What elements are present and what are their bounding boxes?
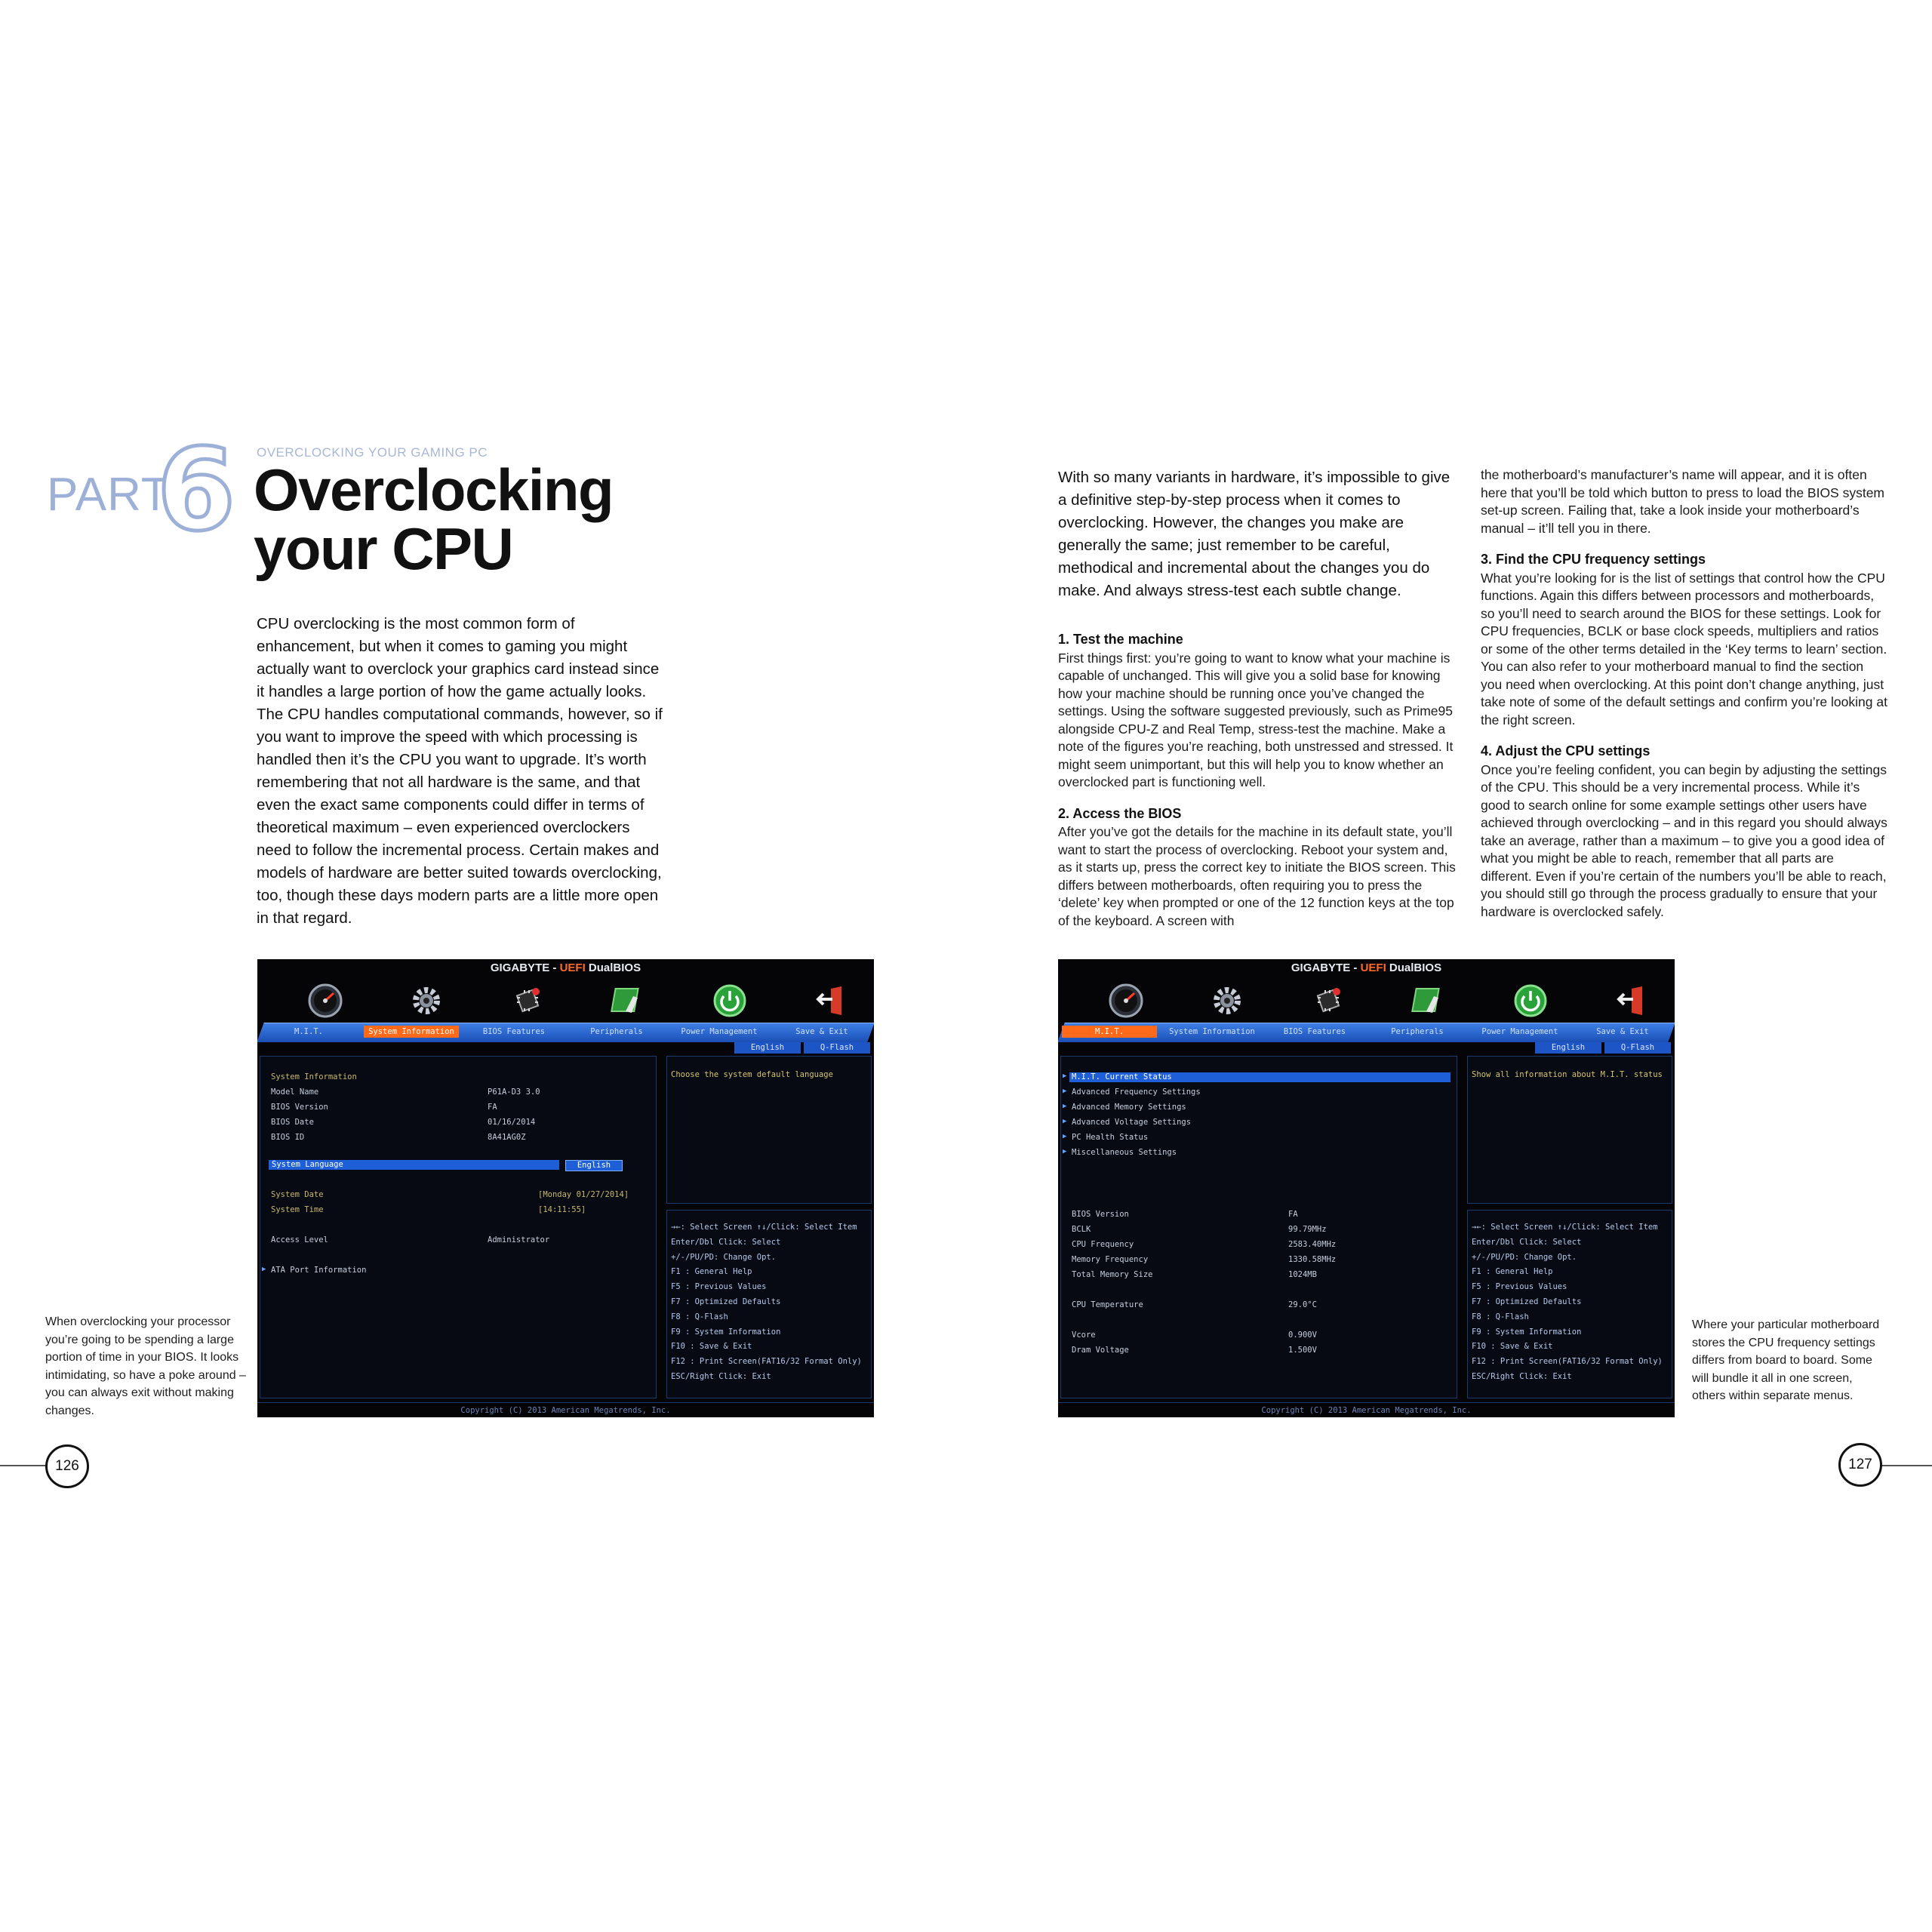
bios-chip-icon[interactable] — [1308, 980, 1349, 1021]
bios-menu-item[interactable]: M.I.T. Current Status — [1069, 1072, 1451, 1082]
bios-language-button[interactable]: English — [734, 1042, 801, 1054]
bios-brand: GIGABYTE - — [490, 961, 560, 974]
bios-info-value: 8A41AG0Z — [488, 1133, 526, 1142]
bios-key-help-line: F12 : Print Screen(FAT16/32 Format Only) — [1472, 1357, 1663, 1367]
page-title-line1: Overclocking — [254, 457, 614, 523]
bios-stat-value: 1330.58MHz — [1288, 1255, 1337, 1264]
bios-usb-plug-icon[interactable] — [608, 980, 649, 1021]
bios-system-language-row[interactable]: System Language — [269, 1160, 559, 1170]
bios-key-help-line: →←: Select Screen ↑↓/Click: Select Item — [1472, 1223, 1658, 1232]
caption-left: When overclocking your processor you’re going to be spending a large portion of time in your BIOS. It looks intimidating, so have a poke around – you can always exit without making changes. — [45, 1315, 246, 1417]
bios-qflash-button[interactable]: Q-Flash — [804, 1042, 870, 1054]
step-heading: 4. Adjust the CPU settings — [1481, 743, 1651, 758]
bios-submenu-arrow-icon: ▶ — [262, 1266, 266, 1273]
bios-submenu-arrow-icon: ▶ — [1063, 1103, 1067, 1110]
bios-access-label: Access Level — [271, 1235, 328, 1244]
bios-submenu-arrow-icon: ▶ — [1063, 1133, 1067, 1140]
bios-info-label: BIOS ID — [271, 1133, 305, 1142]
bios-key-help-line: F1 : General Help — [671, 1267, 752, 1277]
bios-gear-icon[interactable] — [1207, 980, 1247, 1021]
bios-stat-value: 1024MB — [1288, 1270, 1317, 1279]
step-heading: 3. Find the CPU frequency settings — [1481, 552, 1706, 567]
bios-qflash-button[interactable]: Q-Flash — [1604, 1042, 1671, 1054]
bios-section-title: System Information — [271, 1072, 357, 1081]
bios-key-help-line: Enter/Dbl Click: Select — [1472, 1237, 1582, 1247]
bios-menu-item[interactable]: Advanced Voltage Settings — [1072, 1118, 1192, 1127]
bios-language-value[interactable]: English — [565, 1160, 623, 1171]
lead-paragraph: With so many variants in hardware, it’s impossible to give a definitive step-by-step process when it comes to overclocking. However, the changes you make are generally the same; just remember to be careful, methodical and incremental about the changes you do make. And always stress-test each subtle change. — [1058, 469, 1451, 599]
bios-key-help-line: F5 : Previous Values — [671, 1282, 767, 1292]
bios-exit-door-icon[interactable] — [1611, 980, 1652, 1021]
bios-time-value[interactable]: [14:11:55] — [538, 1205, 586, 1214]
bios-key-help-line: F5 : Previous Values — [1472, 1282, 1567, 1292]
bios-key-help-line: F9 : System Information — [1472, 1327, 1582, 1337]
bios-info-label: Model Name — [271, 1088, 319, 1097]
bios-tab-bar — [257, 1026, 874, 1038]
bios-exit-door-icon[interactable] — [811, 980, 851, 1021]
bios-uefi: UEFI — [559, 961, 586, 974]
step-heading: 1. Test the machine — [1058, 632, 1183, 647]
bios-submenu-arrow-icon: ▶ — [1063, 1118, 1067, 1125]
bios-info-label: BIOS Date — [271, 1118, 314, 1127]
bios-info-label: BIOS Version — [271, 1103, 328, 1112]
bios-tab-bios-features[interactable]: BIOS Features — [1283, 1027, 1346, 1036]
bios-tab-m-i-t-[interactable]: M.I.T. — [294, 1027, 323, 1036]
bios-key-help-line: +/-/PU/PD: Change Opt. — [671, 1252, 777, 1262]
page-number-left: 126 — [45, 1444, 89, 1488]
bios-stat-label: BIOS Version — [1072, 1210, 1129, 1219]
bios-power-icon[interactable] — [709, 980, 750, 1021]
bios-tab-m-i-t-[interactable]: M.I.T. — [1062, 1026, 1157, 1038]
bios-gear-icon[interactable] — [406, 980, 447, 1021]
bios-tab-bios-features[interactable]: BIOS Features — [482, 1027, 546, 1036]
bios-stat-label: Vcore — [1072, 1331, 1096, 1340]
step-heading: 2. Access the BIOS — [1058, 805, 1182, 821]
bios-key-help-line: ESC/Right Click: Exit — [1472, 1372, 1572, 1381]
bios-speedometer-icon[interactable] — [305, 980, 346, 1021]
bios-brand: GIGABYTE - — [1291, 961, 1361, 974]
bios-stat-label: Total Memory Size — [1072, 1270, 1153, 1279]
bios-icon-row — [1058, 979, 1675, 1024]
bios-icon-row — [257, 979, 874, 1024]
bios-key-help-line: F8 : Q-Flash — [671, 1312, 728, 1321]
section-kicker: OVERCLOCKING YOUR GAMING PC — [257, 445, 488, 460]
bios-menu-item[interactable]: Advanced Frequency Settings — [1072, 1088, 1201, 1097]
bios-stat-label: Dram Voltage — [1072, 1346, 1129, 1355]
bios-tab-save-exit[interactable]: Save & Exit — [795, 1027, 848, 1036]
bios-submenu-arrow-icon: ▶ — [1063, 1072, 1067, 1080]
caption-right: Where your particular motherboard stores the CPU frequency settings differs from board to board. Some will bundle it all in one screen, others within separate menus. — [1692, 1318, 1880, 1402]
page-title — [254, 457, 646, 582]
intro-paragraph: CPU overclocking is the most common form of enhancement, but when it comes to gaming you might actually want to overclock your graphics card instead since it handles a large portion of how the game actually looks. The CPU handles computational commands, however, so if you want to improve the speed with which processing is handled then it’s the CPU you want to upgrade. It’s worth remembering that not all hardware is the same, and that even the exact same components could differ in terms of theoretical maximum – even experienced overclockers need to follow the incremental process. Certain makes and models of hardware are better suited towards overclocking, too, though these days modern parts are a little more open in that regard. — [257, 615, 663, 927]
bios-screenshot-mit — [1058, 959, 1675, 1417]
bios-menu-item[interactable]: Advanced Memory Settings — [1072, 1103, 1186, 1112]
bios-key-help-line: F12 : Print Screen(FAT16/32 Format Only) — [671, 1357, 862, 1367]
bios-ata-port-link[interactable]: ATA Port Information — [271, 1266, 367, 1275]
bios-info-value: FA — [488, 1103, 497, 1112]
bios-menu-item[interactable]: PC Health Status — [1072, 1133, 1149, 1142]
page-number-right: 127 — [1838, 1443, 1882, 1487]
bios-dualbios: DualBIOS — [1386, 961, 1442, 974]
bios-stat-value: 1.500V — [1288, 1346, 1317, 1355]
bios-tab-bar — [1058, 1026, 1675, 1038]
bios-key-help-line: F7 : Optimized Defaults — [671, 1297, 781, 1306]
bios-stat-label: Memory Frequency — [1072, 1255, 1149, 1264]
bios-key-help-line: F1 : General Help — [1472, 1267, 1553, 1277]
bios-stat-label: CPU Frequency — [1072, 1240, 1134, 1249]
bios-power-icon[interactable] — [1510, 980, 1551, 1021]
bios-key-help-line: Enter/Dbl Click: Select — [671, 1237, 781, 1247]
bios-item-description: Choose the system default language — [671, 1070, 833, 1079]
step-body: Once you’re feeling confident, you can begin by adjusting the settings of the CPU. This should be a very incremental process. While it’s good to search online for some example settings other users have achieved through overclocking – and in this regard you should always take an average, rather than a maximum – to give you a good idea of what you might be able to reach, remember that all parts are different. Even if you’re certain of the numbers you’ll be able to reach, you should still go through the process gradually to ensure that your hardware is overclocked safely. — [1481, 761, 1887, 919]
bios-date-label: System Date — [271, 1190, 324, 1199]
step-body: After you’ve got the details for the machine in its default state, you’ll want to start the process of overclocking. Reboot your system and, as it starts up, press the correct key to initiate the BIOS screen. This differs between motherboards, often requiring you to press the ‘delete’ key when prompted or one of the 12 function keys at the top of the keyboard. A screen with — [1058, 824, 1456, 928]
bios-info-value: P61A-D3 3.0 — [488, 1088, 540, 1097]
bios-tab-peripherals[interactable]: Peripherals — [590, 1027, 643, 1036]
bios-key-help-line: F7 : Optimized Defaults — [1472, 1297, 1582, 1306]
part-number: 6 — [156, 425, 236, 556]
bios-access-value: Administrator — [488, 1235, 550, 1244]
step-body: What you’re looking for is the list of settings that control how the CPU functions. Again this differs between processors and motherboards, so you’ll need to search around the BIOS for these settings. Look for CPU frequencies, BCLK or base clock speeds, multipliers and ratios or some of the other terms detailed in the ‘Key terms to learn’ section. You can also refer to your motherboard manual to find the section you need when overclocking. At this point don’t change anything, just take note of some of the default settings and confirm you’re looking at the right screen. — [1481, 570, 1887, 728]
bios-stat-label: BCLK — [1072, 1225, 1091, 1234]
bios-stat-value: 99.79MHz — [1288, 1225, 1327, 1234]
bios-chip-icon[interactable] — [507, 980, 548, 1021]
bios-tab-save-exit[interactable]: Save & Exit — [1596, 1027, 1649, 1036]
bios-tab-system-information[interactable]: System Information — [364, 1026, 459, 1038]
bios-key-help-line: F9 : System Information — [671, 1327, 781, 1337]
bios-language-button[interactable]: English — [1535, 1042, 1601, 1054]
bios-stat-label: CPU Temperature — [1072, 1300, 1143, 1309]
bios-tab-power-management[interactable]: Power Management — [1481, 1027, 1558, 1036]
part-label: PART — [47, 469, 171, 521]
bios-stat-value: FA — [1288, 1210, 1298, 1219]
bios-key-help-line: +/-/PU/PD: Change Opt. — [1472, 1252, 1577, 1262]
step-body-continued: the motherboard’s manufacturer’s name will appear, and it is often here that you’ll be told which button to press to load the BIOS system set-up screen. Failing that, take a look inside your motherboard’s manual – it’ll tell you in there. — [1481, 467, 1885, 536]
bios-stat-value: 0.900V — [1288, 1331, 1317, 1340]
bios-tab-system-information[interactable]: System Information — [1169, 1027, 1255, 1036]
bios-date-value[interactable]: [Monday 01/27/2014] — [538, 1190, 629, 1199]
page-title-line2: your CPU — [254, 515, 513, 582]
bios-screenshot-system-information — [257, 959, 874, 1417]
bios-stat-value: 2583.40MHz — [1288, 1240, 1337, 1249]
bios-item-description: Show all information about M.I.T. status — [1472, 1070, 1663, 1079]
bios-dualbios: DualBIOS — [585, 961, 641, 974]
bios-speedometer-icon[interactable] — [1106, 980, 1146, 1021]
step-body: First things first: you’re going to want to know what your machine is capable of unchanged. This will give you a solid base for knowing how your machine should be running once you’ve changed the settings. Using the software suggested previously, such as Prime95 alongside CPU-Z and Real Temp, stress-test the machine. Make a note of the figures you’re reaching, both unstressed and stressed. It might seem unimportant, but this will help you to know whether an overclocked part is functioning well. — [1058, 650, 1454, 789]
bios-copyright: Copyright (C) 2013 American Megatrends, Inc. — [1261, 1406, 1472, 1415]
bios-key-help-line: F10 : Save & Exit — [1472, 1342, 1553, 1352]
bios-uefi: UEFI — [1360, 961, 1386, 974]
bios-submenu-arrow-icon: ▶ — [1063, 1088, 1067, 1095]
bios-key-help-line: F10 : Save & Exit — [671, 1342, 752, 1352]
bios-title — [257, 961, 874, 974]
bios-info-value: 01/16/2014 — [488, 1118, 536, 1127]
bios-key-help-line: F8 : Q-Flash — [1472, 1312, 1529, 1321]
bios-tab-power-management[interactable]: Power Management — [681, 1027, 758, 1036]
bios-title — [1058, 961, 1675, 974]
bios-tab-peripherals[interactable]: Peripherals — [1391, 1027, 1444, 1036]
bios-stat-value: 29.0°C — [1288, 1300, 1317, 1309]
bios-submenu-arrow-icon: ▶ — [1063, 1148, 1067, 1155]
bios-key-help-line: ESC/Right Click: Exit — [671, 1372, 771, 1381]
bios-menu-item[interactable]: Miscellaneous Settings — [1072, 1148, 1177, 1157]
bios-time-label: System Time — [271, 1205, 324, 1214]
bios-usb-plug-icon[interactable] — [1409, 980, 1450, 1021]
bios-copyright: Copyright (C) 2013 American Megatrends, Inc. — [460, 1406, 671, 1415]
bios-key-help-line: →←: Select Screen ↑↓/Click: Select Item — [671, 1223, 857, 1232]
steps-column-2 — [1481, 466, 1888, 934]
footer-rule-left — [0, 1465, 47, 1466]
steps-column-1 — [1058, 631, 1457, 943]
footer-rule-right — [1881, 1465, 1932, 1466]
